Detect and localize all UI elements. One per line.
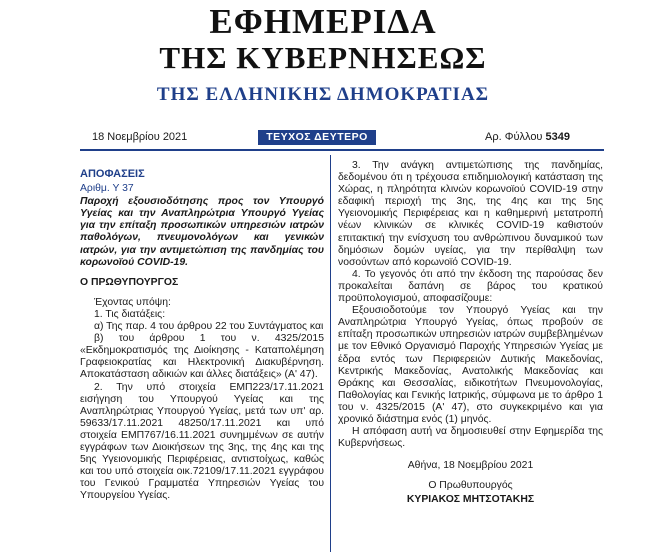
decision-number: Αριθμ. Υ 37 bbox=[80, 183, 134, 195]
masthead-title: ΕΦΗΜΕΡΙΔΑ bbox=[209, 2, 437, 41]
item-3: 3. Την ανάγκη αντιμετώπισης της πανδημίας, δεδομένου ότι η τρέχουσα επιδημιολογική κατάσταση της Χώρας, η πληρότητα κλινών κορωνοϊού COVID-19 στην εδαφική περιοχή της 3ης, της 4ης και της 5ης Υγειονομικής Περιφέρειας και η καθημερινή μετατροπή νέων κλινικών σε κλινικές COVID-19 καθιστούν επιτακτική την ενίσχυση του ανθρώπινου δυναμικού των δημόσιων δομών υγείας, για την περίθαλψη των νοσούντων από κορωνοϊό COVID-19. bbox=[338, 160, 603, 268]
column-divider bbox=[330, 155, 331, 552]
having-regard: Έχοντας υπόψη: bbox=[94, 296, 171, 308]
sheet-label: Αρ. Φύλλου bbox=[484, 131, 543, 143]
item-1-intro: 1. Τις διατάξεις: bbox=[94, 308, 166, 320]
item-2: 2. Την υπό στοιχεία ΕΜΠ223/17.11.2021 εισήγηση του Υπουργού Υγείας και της Αναπληρώτριας Υπουργού Υγείας, μετά των υπ' αρ. 59633/17.11.2021 48250/17.11.2021 και υπό στοιχεία ΕΜΠ767/16.11.2021 συνημμένων σε αυτήν εγγράφων των Διοικήσεων της 3ης, της 4ης και της 5ης Υγειονομικής Περιφέρειας, αντιστοίχως, καθώς και του υπό στοιχεία οικ.72109/17.11.2021 εγγράφου του Γενικού Γραμματέα Υπηρεσιών Υγείας του Υπουργείου Υγείας. bbox=[80, 381, 324, 502]
masthead-republic: ΤΗΣ ΕΛΛΗΝΙΚΗΣ ΔΗΜΟΚΡΑΤΙΑΣ bbox=[156, 84, 490, 105]
sheet-number: 5349 bbox=[545, 131, 570, 143]
decision-body: Εξουσιοδοτούμε τον Υπουργό Υγείας και την Αναπληρώτρια Υπουργό Υγείας, όπως προβούν σε επίταξη προσωπικών υπηρεσιών ιατρών συμβεβλημένων με τον Εθνικό Οργανισμό Παροχής Υπηρεσιών Υγείας με έδρα εντός των Περιφερειών Δυτικής Μακεδονίας, Κεντρικής Μακεδονίας, Ανατολικής Μακεδονίας και Θράκης και Θεσσαλίας, ειδικοτήτων Πνευμονολογίας, Παθολογίας και Γενικής Ιατρικής, σύμφωνα με το άρθρο 1 του ν. 4325/2015 (Α' 47), στο συγκεκριμένο και για χρονικό διάστημα ενός (1) μηνός. bbox=[338, 305, 603, 425]
decision-subject: Παροχή εξουσιοδότησης προς τον Υπουργό Υγείας και την Αναπληρώτρια Υπουργό Υγείας για την επίταξη προσωπικών υπηρεσιών ιατρών παθολόγων, πνευμονολόγων και γενικών ιατρών, για την αντιμετώπιση της πανδημίας του κορωνοϊού COVID-19. bbox=[80, 196, 324, 268]
issue-sheet-number bbox=[485, 131, 570, 143]
issue-info-bar bbox=[92, 130, 570, 146]
section-title: ΑΠΟΦΑΣΕΙΣ bbox=[80, 168, 145, 180]
issue-series-badge: ΤΕΥΧΟΣ ΔΕΥΤΕΡΟ bbox=[258, 130, 376, 145]
issue-date: 18 Νοεμβρίου 2021 bbox=[92, 131, 188, 143]
masthead-subtitle: ΤΗΣ ΚΥΒΕΡΝΗΣΕΩΣ bbox=[159, 40, 487, 75]
signer-name: ΚΥΡΙΑΚΟΣ ΜΗΤΣΟΤΑΚΗΣ bbox=[406, 494, 535, 506]
signer-title: Ο Πρωθυπουργός bbox=[428, 480, 513, 492]
place-date: Αθήνα, 18 Νοεμβρίου 2021 bbox=[407, 460, 534, 472]
left-column bbox=[80, 168, 324, 502]
authority-heading: Ο ΠΡΩΘΥΠΟΥΡΓΟΣ bbox=[80, 276, 179, 288]
header-rule bbox=[80, 149, 604, 151]
item-1b: β) του άρθρου 1 του ν. 4325/2015 «Εκδημοκρατισμός της Διοίκησης - Καταπολέμηση Γραφειοκρατίας και Ηλεκτρονική Διακυβέρνηση. Αποκατάσταση αδικιών και άλλες διατάξεις» (Α' 47). bbox=[80, 333, 324, 381]
publication-order: Η απόφαση αυτή να δημοσιευθεί στην Εφημερίδα της Κυβερνήσεως. bbox=[338, 426, 603, 450]
item-4: 4. Το γεγονός ότι από την έκδοση της παρούσας δεν προκαλείται δαπάνη σε βάρος του κρατικού προϋπολογισμού, αποφασίζουμε: bbox=[338, 268, 603, 305]
right-column bbox=[338, 160, 603, 507]
item-1a: α) Της παρ. 4 του άρθρου 22 του Συντάγματος και bbox=[94, 321, 324, 333]
